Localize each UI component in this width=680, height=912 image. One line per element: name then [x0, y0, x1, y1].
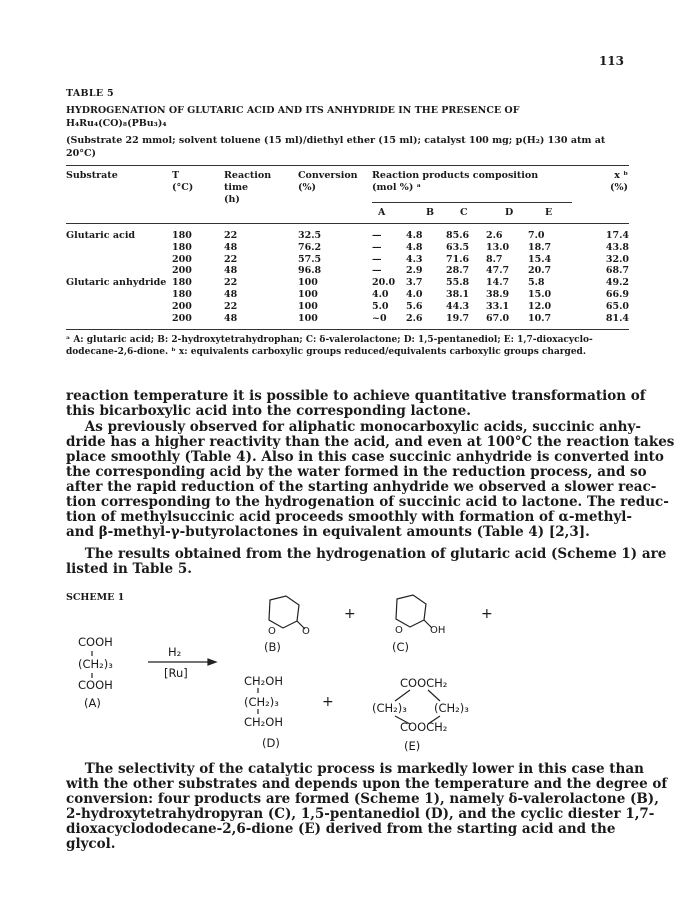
cell-substrate: Glutaric acid	[66, 230, 136, 241]
cell-x: 49.2	[605, 277, 629, 289]
cell-b: 4.3	[406, 253, 423, 265]
cell-temperature: 200	[172, 253, 192, 265]
cell-x: 32.0	[605, 253, 629, 265]
cell-d: 2.6	[486, 230, 503, 241]
cell-a: 20.0	[372, 277, 396, 289]
cell-x: 43.8	[605, 241, 629, 253]
cell-x: 65.0	[605, 300, 629, 312]
cell-b: 2.6	[406, 312, 423, 324]
text-line: and β-methyl-γ-butyrolactones in equivalent amounts (Table 4) [2,3].	[66, 524, 590, 540]
cell-a: —	[372, 265, 382, 277]
cell-c: 38.1	[446, 288, 470, 300]
cell-temperature: 180	[172, 230, 192, 241]
header-time-label: Reaction	[224, 170, 272, 181]
cell-time: 22	[224, 277, 238, 289]
cell-c: 28.7	[446, 265, 470, 277]
footnote-line: dodecane-2,6-dione. ᵇ x: equivalents carboxylic groups reduced/equivalents carboxylic groups charged.	[66, 347, 586, 357]
cell-x: 68.7	[605, 265, 629, 277]
ring-b-carbonyl-oxygen: O	[302, 626, 310, 637]
header-conversion-unit: (%)	[298, 182, 317, 193]
label-a: (A)	[84, 696, 101, 710]
bond	[395, 690, 410, 701]
plus-sign: +	[344, 606, 356, 622]
cell-conversion: 100	[298, 288, 318, 300]
cell-e: 15.4	[528, 253, 552, 265]
cell-c: 55.8	[446, 277, 470, 289]
reactant-chain: (CH₂)₃	[78, 657, 113, 671]
cell-e: 18.7	[528, 241, 552, 253]
cell-a: —	[372, 230, 382, 241]
diester-bottom: COOCH₂	[400, 720, 448, 734]
text-line: place smoothly (Table 4). Also in this case succinic anhydride is converted into	[66, 449, 664, 465]
cell-conversion: 100	[298, 312, 318, 324]
cell-b: 4.8	[406, 241, 423, 253]
header-temperature-unit: (°C)	[172, 182, 194, 193]
cell-e: 15.0	[528, 288, 552, 300]
diol-chain: (CH₂)₃	[244, 695, 279, 709]
cell-b: 2.9	[406, 265, 423, 277]
ring-c-oxygen: O	[395, 625, 403, 636]
header-products-unit: (mol %) ᵃ	[372, 182, 422, 193]
text-line: with the other substrates and depends upon the temperature and the degree of	[66, 776, 668, 792]
header-substrate: Substrate	[66, 170, 118, 181]
header-col-e: E	[545, 207, 553, 218]
text-line: the corresponding acid by the water formed in the reduction process, and so	[66, 464, 647, 480]
reactant-cooh-top: COOH	[78, 635, 113, 649]
cell-conversion: 57.5	[298, 253, 322, 265]
text-line: dioxacyclododecane-2,6-dione (E) derived from the starting acid and the	[66, 821, 616, 837]
table-title-formula: H₄Ru₄(CO)₈(PBu₃)₄	[66, 118, 167, 129]
page-number: 113	[598, 54, 624, 68]
ring-c-hydroxyl: OH	[430, 625, 446, 636]
cell-e: 20.7	[528, 265, 552, 277]
cell-time: 22	[224, 253, 238, 265]
reagent-h2: H₂	[168, 645, 182, 659]
cell-temperature: 200	[172, 312, 192, 324]
table-title-line: HYDROGENATION OF GLUTARIC ACID AND ITS ANHYDRIDE IN THE PRESENCE OF	[66, 105, 520, 116]
cell-c: 71.6	[446, 253, 470, 265]
scheme-label: SCHEME 1	[66, 592, 125, 603]
cell-e: 12.0	[528, 300, 552, 312]
table-conditions-line: (Substrate 22 mmol; solvent toluene (15 ml)/diethyl ether (15 ml); catalyst 100 mg; p(H₂) 130 atm at	[66, 135, 606, 146]
ring-b-oxygen: O	[268, 626, 276, 637]
cell-time: 22	[224, 230, 238, 241]
cell-temperature: 180	[172, 288, 192, 300]
cell-substrate: Glutaric anhydride	[66, 277, 167, 289]
header-x-unit: (%)	[609, 182, 628, 193]
text-line: The results obtained from the hydrogenation of glutaric acid (Scheme 1) are	[66, 546, 667, 562]
cell-conversion: 100	[298, 277, 318, 289]
cell-a: ~0	[372, 312, 387, 324]
cell-temperature: 200	[172, 265, 192, 277]
cell-d: 13.0	[486, 241, 510, 253]
cell-time: 48	[224, 312, 238, 324]
cell-time: 22	[224, 300, 238, 312]
text-line: The selectivity of the catalytic process is markedly lower in this case than	[66, 761, 644, 777]
cell-x: 66.9	[605, 288, 629, 300]
diester-chain-left: (CH₂)₃	[372, 701, 407, 715]
cell-conversion: 32.5	[298, 230, 322, 241]
text-line: reaction temperature it is possible to achieve quantitative transformation of	[66, 388, 646, 404]
text-line: this bicarboxylic acid into the corresponding lactone.	[66, 403, 471, 419]
cell-c: 44.3	[446, 300, 470, 312]
cell-b: 4.0	[406, 288, 423, 300]
footnote-line: ᵃ A: glutaric acid; B: 2-hydroxytetrahydrophan; C: δ-valerolactone; D: 1,5-pentanediol; E: 1,7-dioxacyclo-	[66, 335, 593, 345]
text-line: conversion: four products are formed (Scheme 1), namely δ-valerolactone (B),	[66, 791, 659, 807]
cell-c: 19.7	[446, 312, 470, 324]
cell-conversion: 76.2	[298, 241, 322, 253]
cell-conversion: 96.8	[298, 265, 322, 277]
cell-d: 33.1	[486, 300, 510, 312]
cell-a: 4.0	[372, 288, 389, 300]
cell-a: —	[372, 241, 382, 253]
header-col-d: D	[505, 207, 514, 218]
plus-sign: +	[322, 694, 334, 710]
text-line: glycol.	[66, 836, 116, 852]
label-b: (B)	[264, 640, 281, 654]
header-x-label: x ᵇ	[614, 170, 628, 181]
cell-b: 4.8	[406, 230, 423, 241]
cell-b: 5.6	[406, 300, 423, 312]
reactant-cooh-bottom: COOH	[78, 678, 113, 692]
diester-chain-right: (CH₂)₃	[434, 701, 469, 715]
diol-top: CH₂OH	[244, 674, 283, 688]
cell-d: 47.7	[486, 265, 510, 277]
cell-time: 48	[224, 241, 238, 253]
diol-bottom: CH₂OH	[244, 715, 283, 729]
label-c: (C)	[392, 640, 410, 654]
cell-temperature: 180	[172, 277, 192, 289]
cell-conversion: 100	[298, 300, 318, 312]
text-line: listed in Table 5.	[66, 561, 192, 577]
cell-c: 63.5	[446, 241, 470, 253]
cell-b: 3.7	[406, 277, 423, 289]
arrowhead	[208, 659, 216, 665]
text-line: As previously observed for aliphatic monocarboxylic acids, succinic anhy-	[66, 419, 641, 435]
ring-c	[396, 595, 426, 627]
plus-sign: +	[481, 606, 493, 622]
cell-d: 14.7	[486, 277, 510, 289]
cell-e: 5.8	[528, 277, 545, 289]
header-col-a: A	[378, 207, 386, 218]
cell-d: 38.9	[486, 288, 510, 300]
label-d: (D)	[262, 736, 280, 750]
header-time-unit: (h)	[224, 194, 240, 205]
text-line: 2-hydroxytetrahydropyran (C), 1,5-pentanediol (D), and the cyclic diester 1,7-	[66, 806, 655, 822]
cell-x: 81.4	[605, 312, 629, 324]
cell-d: 67.0	[486, 312, 510, 324]
paragraph-4	[66, 761, 668, 852]
cell-temperature: 180	[172, 241, 192, 253]
cell-e: 10.7	[528, 312, 552, 324]
cell-c: 85.6	[446, 230, 470, 241]
cell-e: 7.0	[528, 230, 545, 241]
text-line: dride has a higher reactivity than the acid, and even at 100°C the reaction takes	[66, 434, 675, 450]
text-line: after the rapid reduction of the starting anhydride we observed a slower reac-	[66, 479, 657, 495]
reagent-ru: [Ru]	[164, 666, 188, 680]
label-e: (E)	[404, 739, 421, 753]
table-conditions-line: 20°C)	[66, 148, 97, 159]
cell-a: —	[372, 253, 382, 265]
header-col-b: B	[426, 207, 435, 218]
cell-a: 5.0	[372, 300, 389, 312]
header-time-label2: time	[224, 182, 249, 193]
header-temperature-label: T	[172, 170, 180, 181]
cell-time: 48	[224, 265, 238, 277]
diester-top: COOCH₂	[400, 676, 448, 690]
cell-time: 48	[224, 288, 238, 300]
header-conversion-label: Conversion	[298, 170, 358, 181]
header-products-label: Reaction products composition	[372, 170, 539, 181]
cell-x: 17.4	[605, 230, 629, 241]
bond	[428, 690, 440, 701]
cell-temperature: 200	[172, 300, 192, 312]
table-label: TABLE 5	[66, 88, 114, 99]
text-line: tion of methylsuccinic acid proceeds smoothly with formation of α-methyl-	[66, 509, 633, 525]
text-line: tion corresponding to the hydrogenation of succinic acid to lactone. The reduc-	[66, 494, 669, 510]
header-col-c: C	[460, 207, 468, 218]
ring-b	[269, 596, 299, 628]
cell-d: 8.7	[486, 253, 503, 265]
